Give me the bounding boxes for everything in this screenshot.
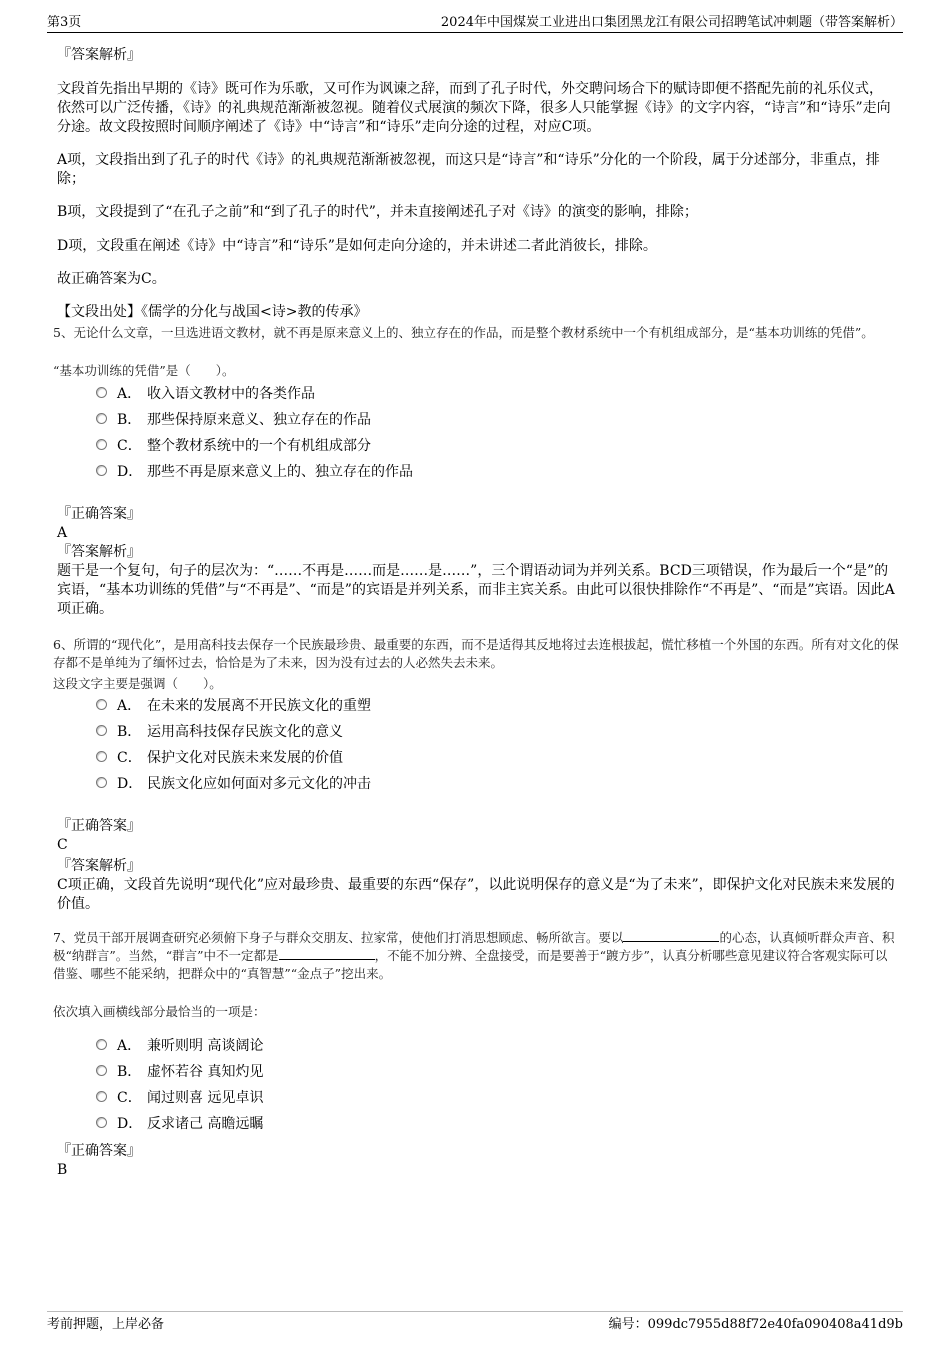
q7-option-c[interactable]: C． 闻过则喜 远见卓识: [96, 1088, 263, 1108]
radio-icon[interactable]: [96, 751, 107, 762]
q5-answer-tag: 『正确答案』: [57, 506, 141, 522]
q7-answer-tag: 『正确答案』: [57, 1143, 141, 1159]
q6-option-b[interactable]: B． 运用高科技保存民族文化的意义: [96, 722, 343, 742]
radio-icon[interactable]: [96, 1091, 107, 1102]
q6-option-d[interactable]: D． 民族文化应如何面对多元文化的冲击: [96, 774, 371, 794]
q4-analysis-p3: B项，文段提到了“在孔子之前”和“到了孔子的时代”，并未直接阐述孔子对《诗》的演变的影响，排除；: [57, 204, 698, 220]
q4-analysis-p4: D项，文段重在阐述《诗》中“诗言”和“诗乐”是如何走向分途的，并未讲述二者此消彼长，排除。: [57, 238, 657, 254]
q7-option-a[interactable]: A． 兼听则明 高谈阔论: [96, 1036, 263, 1056]
radio-icon[interactable]: [96, 387, 107, 398]
q6-option-a[interactable]: A． 在未来的发展离不开民族文化的重塑: [96, 696, 371, 716]
radio-icon[interactable]: [96, 699, 107, 710]
q4-analysis-p2: A项，文段指出到了孔子的时代《诗》的礼典规范渐渐被忽视，而这只是“诗言”和“诗乐”分化的一个阶段，属于分述部分，非重点，排除；: [57, 152, 880, 187]
radio-icon[interactable]: [96, 413, 107, 424]
q6-answer-tag: 『正确答案』: [57, 818, 141, 834]
q6-analysis-tag: 『答案解析』: [57, 858, 141, 874]
q5-option-b[interactable]: B． 那些保持原来意义、独立存在的作品: [96, 410, 371, 430]
q7-option-b[interactable]: B． 虚怀若谷 真知灼见: [96, 1062, 263, 1082]
document-code: 编号：099dc7955d88f72e40fa090408a41d9b: [608, 1317, 903, 1332]
q5-answer: A: [57, 525, 68, 541]
radio-icon[interactable]: [96, 725, 107, 736]
q5-analysis: 题干是一个复句，句子的层次为：“……不再是……而是……是……”，三个谓语动词为并列关系。BCD三项错误，作为最后一个“是”的宾语，“基本功训练的凭借”与“不再是”、“而是”的宾语是并列关系，而非主宾关系。由此可以很快排除作“不再是”、“而是”宾语。因此A项正确。: [57, 563, 895, 617]
page-header: [47, 12, 903, 33]
q7-option-d[interactable]: D． 反求诸己 高瞻远瞩: [96, 1114, 263, 1134]
document-title: 2024年中国煤炭工业进出口集团黑龙江有限公司招聘笔试冲刺题（带答案解析）: [440, 15, 903, 30]
q5-analysis-tag: 『答案解析』: [57, 544, 141, 560]
q6-stem: 6、所谓的“现代化”，是用高科技去保存一个民族最珍贵、最重要的东西，而不是适得其反地将过去连根拔起，慌忙移植一个外国的东西。所有对文化的保存都不是单纯为了缅怀过去，恰恰是为了未来，因为没有过去的人必然失去未来。: [53, 637, 899, 670]
fill-blank-1: [623, 929, 719, 942]
q4-conclusion: 故正确答案为C。: [57, 271, 166, 287]
q6-prompt: 这段文字主要是强调（ ）。: [53, 676, 222, 691]
q5-option-a[interactable]: A． 收入语文教材中的各类作品: [96, 384, 315, 404]
q7-stem: 7、党员干部开展调查研究必须俯下身子与群众交朋友、拉家常，使他们打消思想顾虑、畅所欲言。要以 的心态，认真倾听群众声音、积极“纳群言”。当然，“群言”中不一定都是 ，不能不加分辨、全盘接受，而是要善于“踱方步”，认真分析哪些意见建议符合客观实际可以借鉴、哪些不能采纳，把群众中的“真智慧”“金点子”挖出来。: [53, 930, 895, 981]
q4-analysis-p1: 文段首先指出早期的《诗》既可作为乐歌，又可作为讽谏之辞，而到了孔子时代，外交聘问场合下的赋诗即便不搭配先前的礼乐仪式，依然可以广泛传播，《诗》的礼典规范渐渐被忽视。随着仪式展演的频次下降，很多人只能掌握《诗》的文字内容，“诗言”和“诗乐”走向分途。故文段按照时间顺序阐述了《诗》中“诗言”和“诗乐”走向分途的过程，对应C项。: [57, 81, 891, 135]
q4-source: 【文段出处】《儒学的分化与战国<诗>教的传承》: [57, 304, 368, 320]
radio-icon[interactable]: [96, 439, 107, 450]
q7-prompt: 依次填入画横线部分最恰当的一项是：: [53, 1004, 266, 1019]
q6-analysis: C项正确，文段首先说明“现代化”应对最珍贵、最重要的东西“保存”，以此说明保存的意义是“为了未来”，即保护文化对民族未来发展的价值。: [57, 877, 895, 912]
page-number: 第3页: [47, 15, 82, 30]
radio-icon[interactable]: [96, 465, 107, 476]
q7-answer: B: [57, 1162, 68, 1178]
radio-icon[interactable]: [96, 777, 107, 788]
q5-prompt: “基本功训练的凭借”是（ ）。: [53, 363, 235, 378]
q4-analysis-tag: 『答案解析』: [57, 47, 141, 63]
footer-slogan: 考前押题，上岸必备: [47, 1317, 165, 1332]
page-footer: [47, 1311, 903, 1332]
q5-stem: 5、无论什么文章，一旦选进语文教材，就不再是原来意义上的、独立存在的作品，而是整个教材系统中一个有机组成部分，是“基本功训练的凭借”。: [53, 325, 874, 340]
radio-icon[interactable]: [96, 1117, 107, 1128]
q5-option-c[interactable]: C． 整个教材系统中的一个有机组成部分: [96, 436, 371, 456]
radio-icon[interactable]: [96, 1039, 107, 1050]
q5-option-d[interactable]: D． 那些不再是原来意义上的、独立存在的作品: [96, 462, 413, 482]
radio-icon[interactable]: [96, 1065, 107, 1076]
fill-blank-2: [279, 947, 375, 960]
q6-option-c[interactable]: C． 保护文化对民族未来发展的价值: [96, 748, 343, 768]
q6-answer: C: [57, 837, 68, 853]
